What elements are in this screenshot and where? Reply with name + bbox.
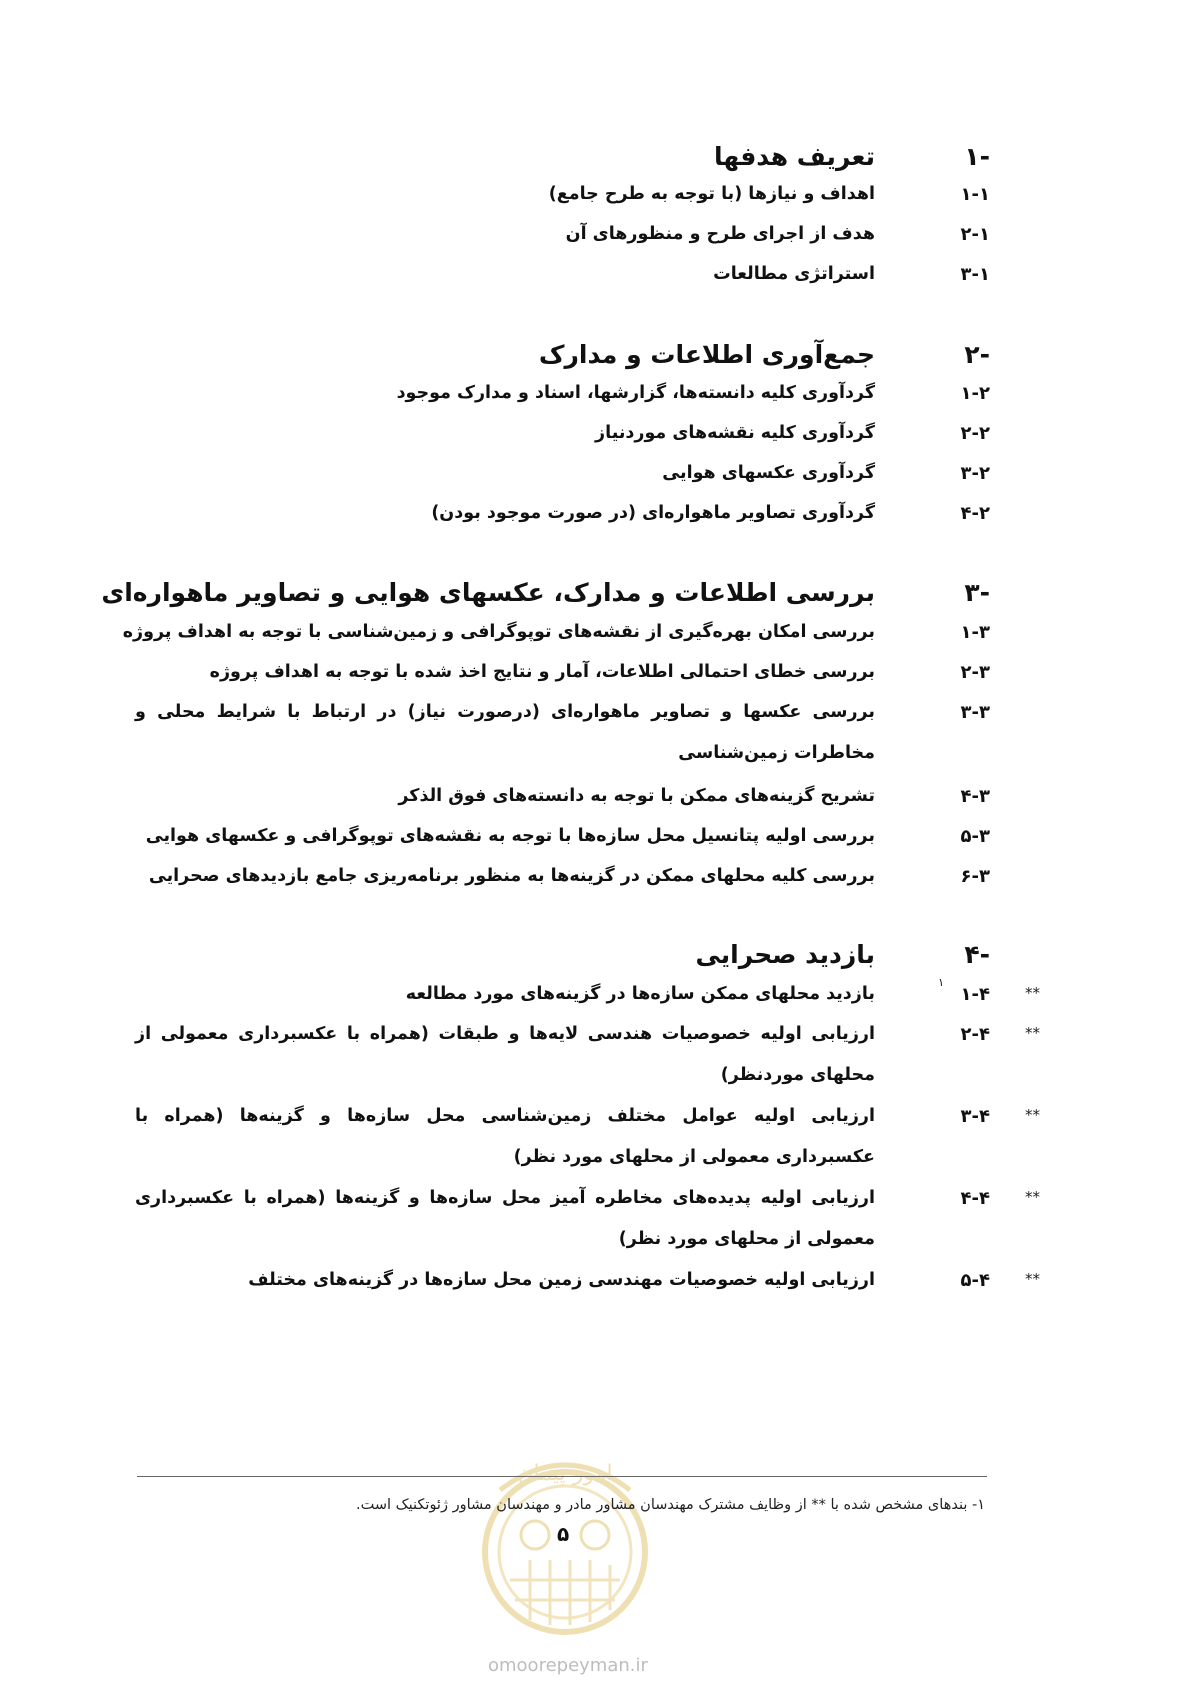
item-number: ۳-۳ xyxy=(960,702,990,723)
item-text: ارزیابی اولیه پدیده‌های مخاطره آمیز محل سازه‌ها و گزینه‌ها (همراه با عکسبرداری معمولی از محلهای مورد نظر) xyxy=(135,1188,875,1249)
shared-duty-mark: ** xyxy=(1025,1024,1040,1042)
footnote: ۱- بندهای مشخص شده با ** از وظایف مشترک مهندسان مشاور مادر و مهندسان مشاور ژئوتکنیک است. xyxy=(356,1497,985,1513)
item-text: گردآوری کلیه دانسته‌ها، گزارشها، اسناد و مدارک موجود xyxy=(396,383,875,403)
section-number: -۲ xyxy=(964,340,990,369)
item-text: بررسی عکسها و تصاویر ماهواره‌ای (درصورت نیاز) در ارتباط با شرایط محلی و مخاطرات زمین‌شناسی xyxy=(135,702,875,763)
item-number: ۵-۳ xyxy=(960,826,990,847)
section-title: بررسی اطلاعات و مدارک، عکسهای هوایی و تصاویر ماهواره‌ای xyxy=(101,578,875,607)
item-text: اهداف و نیازها (با توجه به طرح جامع) xyxy=(548,184,875,204)
watermark-text: omoorepeyman.ir xyxy=(488,1655,648,1676)
item-number: ۳-۲ xyxy=(960,463,990,484)
section-number: -۱ xyxy=(964,142,990,171)
item-number: ۲-۴ xyxy=(960,1024,990,1045)
item-number: ۱-۳ xyxy=(960,622,990,643)
item-text: گردآوری کلیه نقشه‌های موردنیاز xyxy=(595,423,875,443)
item-number: ۴-۴ xyxy=(960,1188,990,1209)
item-number: ۲-۲ xyxy=(960,423,990,444)
item-text: استراتژی مطالعات xyxy=(713,264,875,284)
shared-duty-mark: ** xyxy=(1025,1106,1040,1124)
shared-duty-mark: ** xyxy=(1025,1270,1040,1288)
item-number: ۴-۲ xyxy=(960,503,990,524)
shared-duty-mark: ** xyxy=(1025,1188,1040,1206)
svg-text:امور پیمان: امور پیمان xyxy=(517,1461,613,1486)
item-number: ۳-۱ xyxy=(960,264,990,285)
item-text: بررسی کلیه محلهای ممکن در گزینه‌ها به منظور برنامه‌ریزی جامع بازدیدهای صحرایی xyxy=(148,866,875,886)
page-number: ۵ xyxy=(557,1522,570,1546)
item-text: گردآوری تصاویر ماهواره‌ای (در صورت موجود بودن) xyxy=(431,503,875,523)
item-number: ۱-۱ xyxy=(960,184,990,205)
item-number: ۱-۲ xyxy=(960,383,990,404)
item-text: ارزیابی اولیه خصوصیات مهندسی زمین محل سازه‌ها در گزینه‌های مختلف xyxy=(248,1270,875,1290)
footnote-reference: ۱ xyxy=(938,976,944,989)
item-text: بررسی خطای احتمالی اطلاعات، آمار و نتایج اخذ شده با توجه به اهداف پروژه xyxy=(209,662,875,682)
shared-duty-mark: ** xyxy=(1025,984,1040,1002)
item-text: گردآوری عکسهای هوایی xyxy=(662,463,875,483)
item-number: ۱-۴ xyxy=(960,984,990,1005)
item-text: بررسی اولیه پتانسیل محل سازه‌ها با توجه به نقشه‌های توپوگرافی و عکسهای هوایی xyxy=(145,826,875,846)
item-number: ۴-۳ xyxy=(960,786,990,807)
item-text: هدف از اجرای طرح و منظورهای آن xyxy=(565,224,875,244)
item-number: ۳-۴ xyxy=(960,1106,990,1127)
item-text: ارزیابی اولیه عوامل مختلف زمین‌شناسی محل سازه‌ها و گزینه‌ها (همراه با عکسبرداری معمولی از محلهای مورد نظر) xyxy=(135,1106,875,1167)
section-number: -۴ xyxy=(964,940,990,969)
item-number: ۵-۴ xyxy=(960,1270,990,1291)
item-text: ارزیابی اولیه خصوصیات هندسی لایه‌ها و طبقات (همراه با عکسبرداری معمولی از محلهای موردنظر) xyxy=(135,1024,875,1085)
item-number: ۶-۳ xyxy=(960,866,990,887)
item-text: بررسی امکان بهره‌گیری از نقشه‌های توپوگرافی و زمین‌شناسی با توجه به اهداف پروژه xyxy=(122,622,875,642)
item-number: ۲-۱ xyxy=(960,224,990,245)
item-text: تشریح گزینه‌های ممکن با توجه به دانسته‌های فوق الذکر xyxy=(398,786,875,806)
item-text: بازدید محلهای ممکن سازه‌ها در گزینه‌های مورد مطالعه xyxy=(405,984,875,1004)
section-title: جمع‌آوری اطلاعات و مدارک xyxy=(538,340,875,369)
section-number: -۳ xyxy=(964,578,990,607)
footnote-divider xyxy=(137,1476,987,1477)
section-title: تعریف هدفها xyxy=(714,142,875,171)
item-number: ۲-۳ xyxy=(960,662,990,683)
section-title: بازدید صحرایی xyxy=(695,940,875,969)
